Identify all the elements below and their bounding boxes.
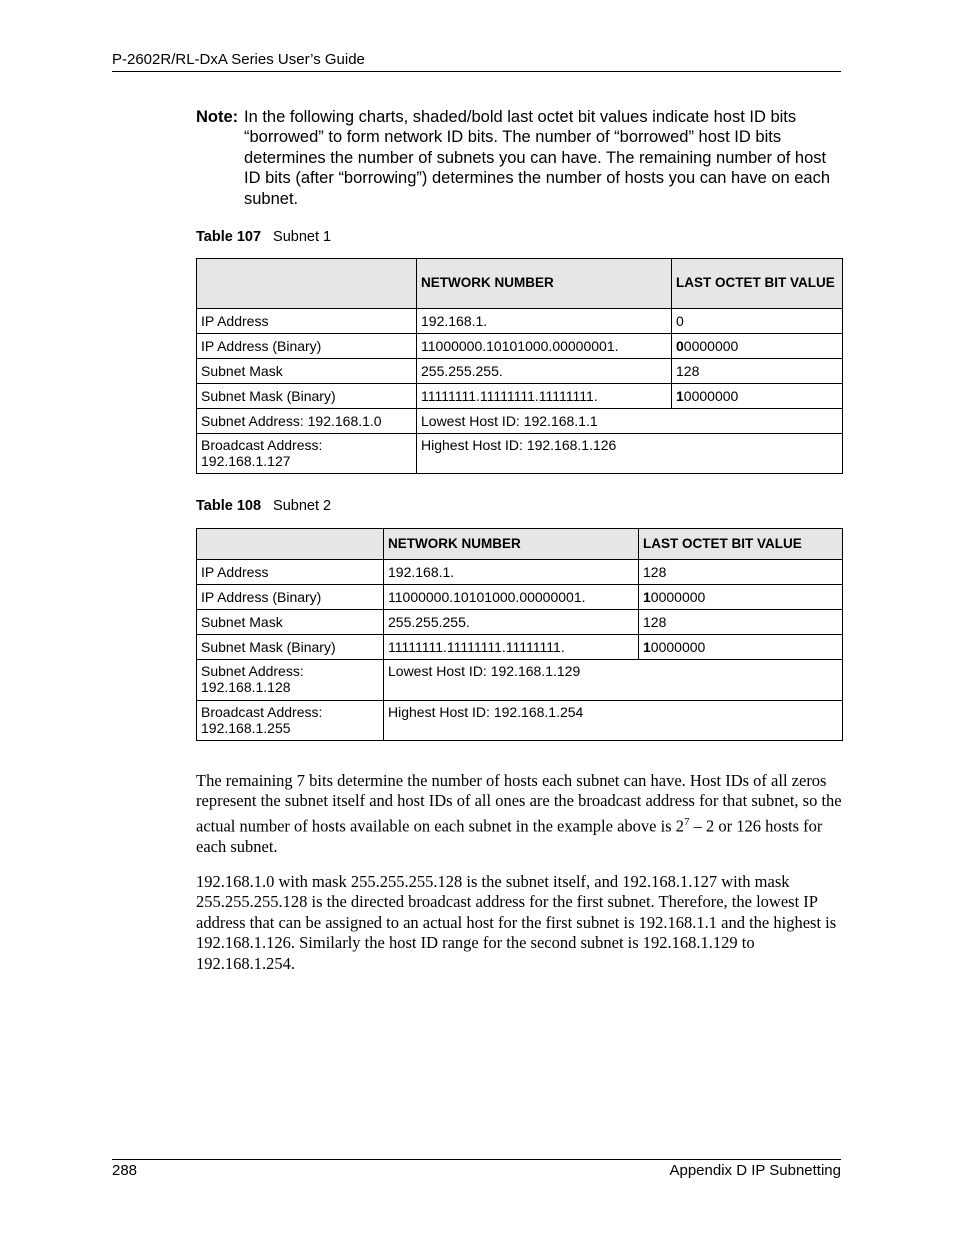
page-number: 288 (112, 1162, 138, 1179)
table-cell: IP Address (197, 560, 384, 585)
table-cell: 11111111.11111111.11111111. (417, 384, 672, 409)
table-107 (196, 258, 843, 474)
running-header: P-2602R/RL-DxA Series User’s Guide (112, 51, 365, 68)
table-cell: Subnet Mask (Binary) (197, 635, 384, 660)
note-block (196, 107, 841, 209)
table-cell: Broadcast Address: 192.168.1.255 (197, 701, 384, 741)
table-107-number: Table 107 (196, 229, 262, 245)
table-107-title: Subnet 1 (273, 229, 332, 245)
remaining-bits: 0000000 (683, 387, 739, 404)
borrowed-bit: 1 (643, 588, 651, 605)
table-row (197, 610, 843, 635)
table-cell: Lowest Host ID: 192.168.1.1 (417, 409, 843, 434)
table-108 (196, 528, 843, 741)
table-cell: Highest Host ID: 192.168.1.254 (384, 701, 843, 741)
table-cell (639, 635, 843, 660)
table-row (197, 585, 843, 610)
table-cell: 11111111.11111111.11111111. (384, 635, 639, 660)
note-text: In the following charts, shaded/bold last octet bit values indicate host ID bits “borrowed” to form network ID bits. The number of “borrowed” host ID bits determines the number of subnets you can have. The remaining number of host ID bits (after “borrowing”) determines the number of hosts you can have on each subnet. (244, 108, 831, 208)
table-cell (672, 334, 843, 359)
table-cell: IP Address (Binary) (197, 585, 384, 610)
table-header-cell: LAST OCTET BIT VALUE (639, 529, 843, 560)
table-cell: 128 (672, 359, 843, 384)
section-title: Appendix D IP Subnetting (669, 1162, 841, 1179)
table-row (197, 409, 843, 434)
table-cell: 255.255.255. (384, 610, 639, 635)
table-107-caption (196, 229, 331, 245)
table-row (197, 560, 843, 585)
table-cell: IP Address (197, 309, 417, 334)
remaining-bits: 0000000 (650, 588, 706, 605)
table-108-title: Subnet 2 (273, 498, 332, 514)
exponent: 7 (683, 815, 690, 828)
table-cell: 11000000.10101000.00000001. (384, 585, 639, 610)
table-row (197, 660, 843, 701)
table-cell: Broadcast Address: 192.168.1.127 (197, 434, 417, 474)
table-row (197, 259, 843, 309)
table-cell: Subnet Address: 192.168.1.0 (197, 409, 417, 434)
table-cell: IP Address (Binary) (197, 334, 417, 359)
table-cell: Lowest Host ID: 192.168.1.129 (384, 660, 843, 701)
table-cell: 128 (639, 610, 843, 635)
table-cell: 192.168.1. (417, 309, 672, 334)
table-header-cell: NETWORK NUMBER (417, 259, 672, 309)
table-cell: Subnet Mask (197, 359, 417, 384)
table-header-cell: NETWORK NUMBER (384, 529, 639, 560)
table-row (197, 434, 843, 474)
header-rule (112, 71, 841, 72)
remaining-bits: 0000000 (650, 638, 706, 655)
table-cell: Subnet Mask (197, 610, 384, 635)
table-row (197, 334, 843, 359)
note-label: Note: (196, 108, 239, 126)
table-row (197, 384, 843, 409)
table-cell: 11000000.10101000.00000001. (417, 334, 672, 359)
borrowed-bit: 0 (676, 337, 684, 354)
table-cell: 192.168.1. (384, 560, 639, 585)
paragraph-text: The remaining 7 bits determine the number of hosts each subnet can have. Host IDs of all zeros represent the subnet itself and host IDs of all ones are the broadcast address for that subnet, so the actual number of hosts available on each subnet in the example above is 2 (196, 771, 842, 836)
table-row (197, 309, 843, 334)
table-cell: Subnet Mask (Binary) (197, 384, 417, 409)
table-header-cell (197, 529, 384, 560)
table-108-number: Table 108 (196, 498, 262, 514)
table-cell: 255.255.255. (417, 359, 672, 384)
paragraph-text: – 2 or 126 hosts for each subnet. (196, 816, 823, 856)
body-paragraph-2: 192.168.1.0 with mask 255.255.255.128 is the subnet itself, and 192.168.1.127 with mask 255.255.255.128 is the directed broadcast address for the first subnet. Therefore, the lowest IP address that can be assigned to an actual host for the first subnet is 192.168.1.1 and the highest is 192.168.1.126. Similarly the host ID range for the second subnet is 192.168.1.129 to 192.168.1.254. (196, 872, 837, 973)
table-header-cell (197, 259, 417, 309)
table-cell (639, 585, 843, 610)
footer-rule (112, 1159, 841, 1160)
body-paragraph-1 (196, 771, 842, 857)
table-row (197, 635, 843, 660)
table-row (197, 529, 843, 560)
table-row (197, 701, 843, 741)
table-row (197, 359, 843, 384)
table-108-caption (196, 498, 331, 514)
table-cell: 0 (672, 309, 843, 334)
borrowed-bit: 1 (676, 387, 684, 404)
table-header-cell: LAST OCTET BIT VALUE (672, 259, 843, 309)
borrowed-bit: 1 (643, 638, 651, 655)
table-cell: Subnet Address: 192.168.1.128 (197, 660, 384, 701)
table-cell (672, 384, 843, 409)
remaining-bits: 0000000 (683, 337, 739, 354)
table-cell: Highest Host ID: 192.168.1.126 (417, 434, 843, 474)
table-cell: 128 (639, 560, 843, 585)
